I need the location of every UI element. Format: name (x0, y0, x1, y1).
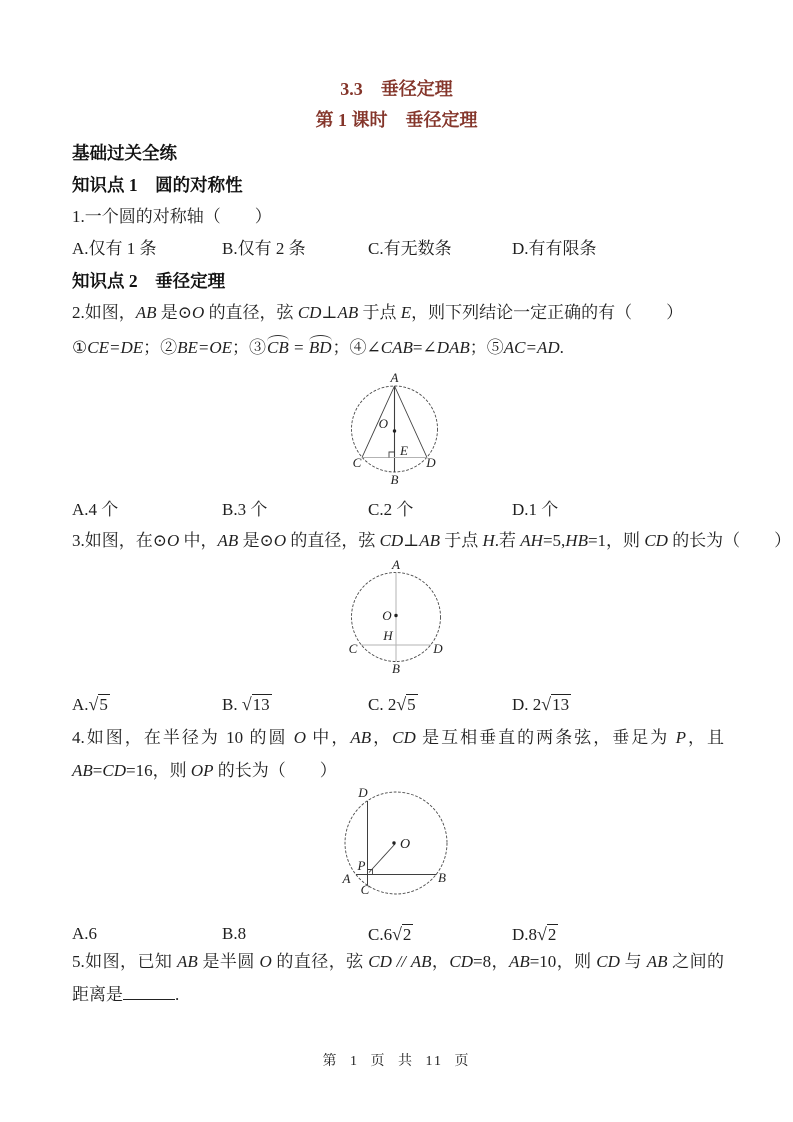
q4-option-b: B.8 (222, 924, 247, 943)
q2-right-angle-mark (389, 452, 395, 458)
question-4-text: 4.如图，在半径为 10 的圆 O 中，AB，CD 是互相垂直的两条弦，垂足为 P，且 AB=CD=16，则 OP 的长为（ ） (72, 728, 725, 780)
question-1-text: 1.一个圆的对称轴（ ） (72, 207, 272, 226)
q1-option-a: A.仅有 1 条 (72, 239, 157, 258)
question-2-options (72, 499, 732, 521)
question-2-text: 2.如图，AB 是⊙O 的直径，弦 CD⊥AB 于点 E，则下列结论一定正确的有（ ） (72, 303, 684, 322)
q3-point-label-d: D (433, 641, 443, 656)
q4-segment-op (369, 844, 395, 873)
q3-option-b: B. √13 (222, 694, 270, 714)
question-1-options (72, 238, 732, 260)
question-3-figure (330, 556, 476, 684)
q2-point-label-e: E (400, 443, 408, 458)
q3-option-d: D. 2√13 (512, 694, 570, 714)
q2-point-label-c: C (352, 455, 362, 470)
q4-option-a: A.6 (72, 924, 98, 943)
knowledge-point-2-heading: 知识点 2 垂径定理 (72, 271, 226, 291)
q3-point-label-c: C (348, 641, 358, 656)
question-3-options (72, 693, 732, 716)
q4-circle-outline (345, 792, 447, 894)
q2-option-c: C.2 个 (368, 500, 414, 519)
q4-point-label-a: A (342, 871, 351, 886)
doc-subtitle: 第 1 课时 垂径定理 (315, 110, 478, 130)
q2-point-label-o: O (378, 416, 388, 431)
q1-option-c: C.有无数条 (368, 239, 452, 258)
q4-option-d: D.8√2 (512, 924, 557, 944)
question-4-options (72, 923, 732, 946)
q3-point-label-h: H (383, 628, 393, 643)
section-practice-header: 基础过关全练 (72, 143, 177, 163)
question-2-statements: ①CE=DE；②BE=OE；③CB = BD；④∠CAB=∠DAB；⑤AC=AD. (72, 338, 564, 357)
q1-option-b: B.仅有 2 条 (222, 239, 306, 258)
knowledge-point-1-heading: 知识点 1 圆的对称性 (72, 175, 243, 195)
q3-point-label-o: O (382, 608, 392, 623)
doc-title: 3.3 垂径定理 (340, 79, 453, 99)
q3-option-c: C. 2√5 (368, 694, 416, 714)
q4-center-dot (392, 841, 395, 844)
question-5-text: 5.如图，已知 AB 是半圆 O 的直径，弦 CD // AB，CD=8，AB=10，则 CD 与 AB 之间的距离是 . (72, 952, 725, 1004)
page-number-indicator: 第 1 页 共 11 页 (322, 1054, 471, 1069)
q2-point-label-a: A (390, 370, 399, 385)
q3-center-dot (394, 614, 397, 617)
q2-point-label-d: D (426, 455, 436, 470)
q2-center-dot (393, 429, 396, 432)
q2-option-d: D.1 个 (512, 500, 559, 519)
q3-option-a: A.√5 (72, 694, 108, 714)
question-4-figure (330, 786, 485, 912)
q2-point-label-b: B (390, 472, 399, 487)
q3-point-label-a: A (392, 557, 400, 572)
q3-point-label-b: B (392, 661, 400, 676)
q4-point-label-p: P (357, 858, 366, 873)
q4-point-label-b: B (438, 870, 446, 885)
q4-point-label-o: O (400, 837, 411, 852)
q2-option-b: B.3 个 (222, 500, 268, 519)
q1-option-d: D.有有限条 (512, 239, 597, 258)
q2-option-a: A.4 个 (72, 500, 119, 519)
q4-option-c: C.6√2 (368, 924, 412, 944)
question-2-figure (330, 368, 470, 492)
q4-point-label-c: C (360, 882, 370, 897)
q4-point-label-d: D (358, 786, 368, 800)
question-3-text: 3.如图，在⊙O 中，AB 是⊙O 的直径，弦 CD⊥AB 于点 H.若 AH=5,HB=1，则 CD 的长为（ ） (72, 531, 792, 550)
